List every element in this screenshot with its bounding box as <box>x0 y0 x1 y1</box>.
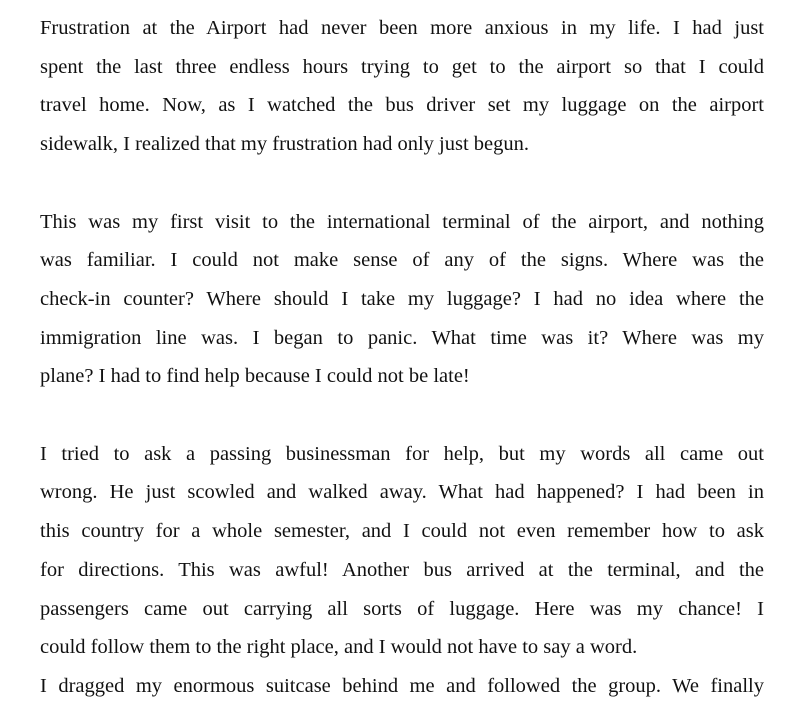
text-line: passengers came out carrying all sorts of luggage. Here was my chance! I <box>40 597 764 620</box>
text-line: this country for a whole semester, and I could not even remember how to ask <box>40 520 764 543</box>
text-line: plane? I had to find help because I could not be late! <box>40 365 470 388</box>
paragraph-4 <box>40 667 764 706</box>
text-line: for directions. This was awful! Another bus arrived at the terminal, and the <box>40 558 764 581</box>
text-line: I dragged my enormous suitcase behind me and followed the group. We finally <box>40 674 764 697</box>
text-line: travel home. Now, as I watched the bus driver set my luggage on the airport <box>40 94 764 117</box>
text-line: immigration line was. I began to panic. What time was it? Where was my <box>40 326 764 349</box>
paragraph-spacer <box>40 164 764 203</box>
text-line: sidewalk, I realized that my frustration had only just begun. <box>40 133 530 156</box>
paragraph-2 <box>40 203 764 397</box>
text-line: could follow them to the right place, and I would not have to say a word. <box>40 636 638 659</box>
document-body <box>40 9 764 706</box>
text-line: Frustration at the Airport had never been more anxious in my life. I had just <box>40 17 764 39</box>
text-line: wrong. He just scowled and walked away. What had happened? I had been in <box>40 481 764 504</box>
paragraph-spacer <box>40 396 764 435</box>
text-line: spent the last three endless hours trying to get to the airport so that I could <box>40 55 764 78</box>
paragraph-3 <box>40 435 764 667</box>
text-line: I tried to ask a passing businessman for help, but my words all came out <box>40 442 764 465</box>
text-line: This was my first visit to the international terminal of the airport, and nothing <box>40 210 764 233</box>
text-line: check-in counter? Where should I take my luggage? I had no idea where the <box>40 287 764 310</box>
text-line: was familiar. I could not make sense of any of the signs. Where was the <box>40 249 764 272</box>
paragraph-1 <box>40 9 764 164</box>
